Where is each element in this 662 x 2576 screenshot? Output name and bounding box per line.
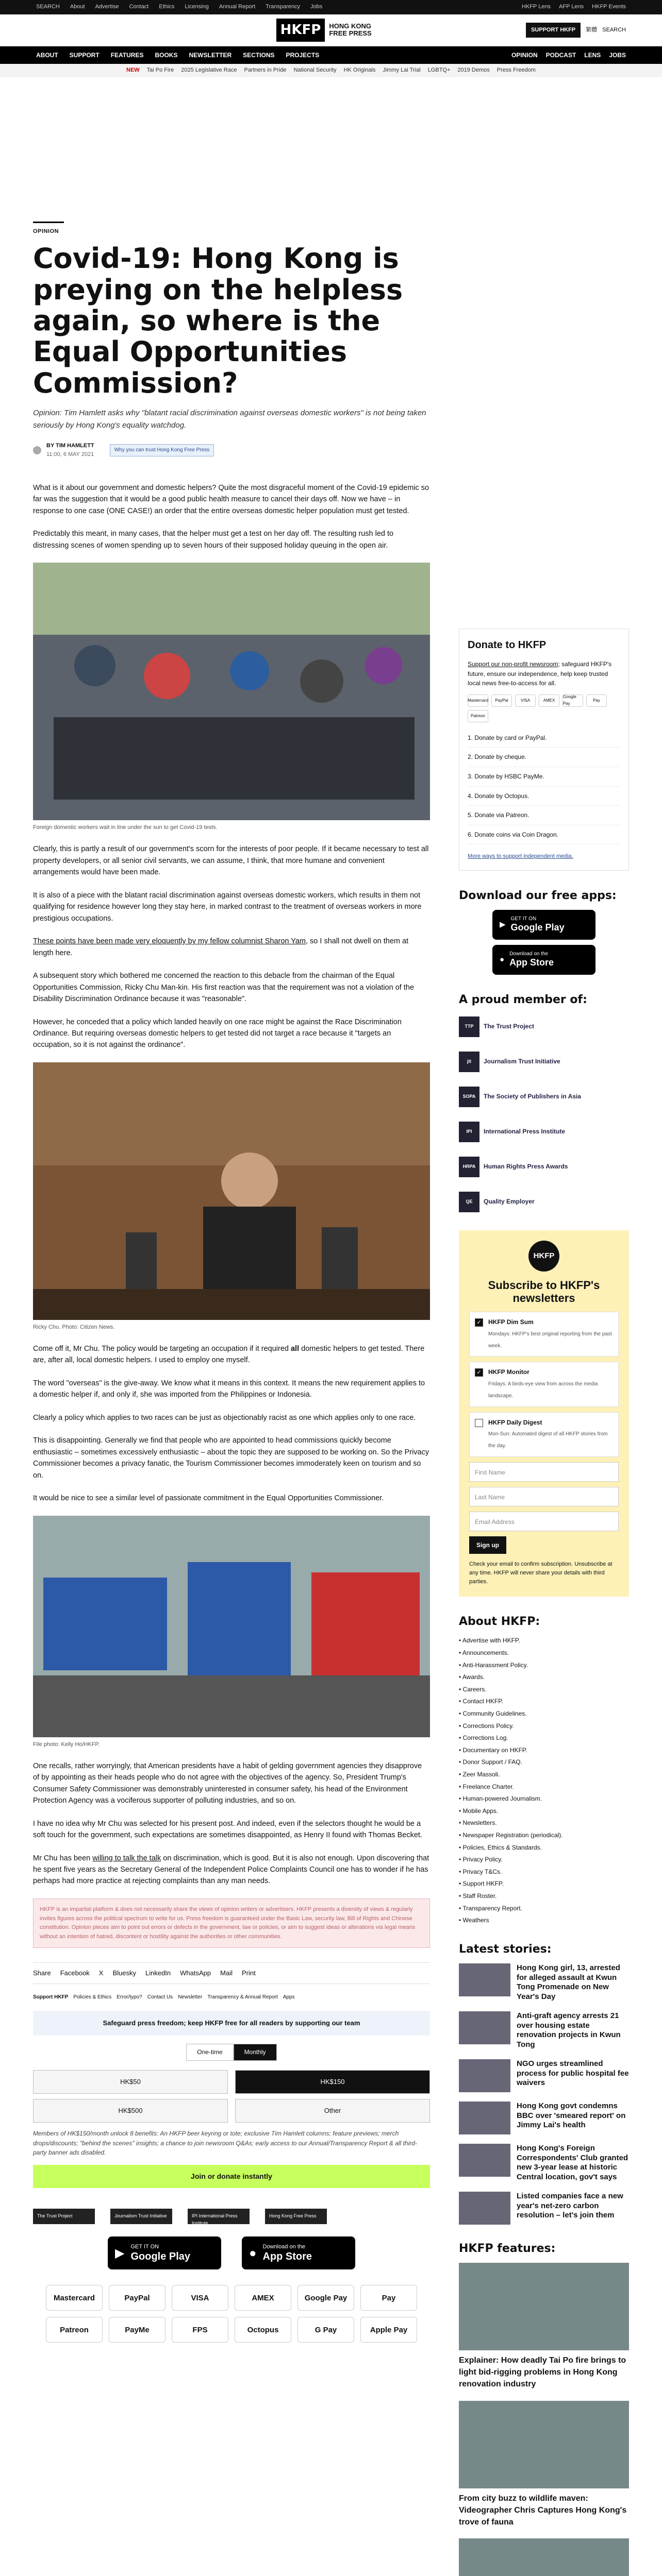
trend-link[interactable]: Jimmy Lai Trial <box>383 67 421 74</box>
newsletter-name: HKFP Dim Sum <box>488 1318 534 1326</box>
footer-link[interactable]: Error/typo? <box>117 1994 142 2001</box>
licensing-link[interactable]: Licensing <box>185 4 209 10</box>
trend-link[interactable]: National Security <box>293 67 337 74</box>
about-link[interactable]: • Mobile Apps. <box>459 1806 629 1816</box>
support-link[interactable]: Support our non-profit newsroom <box>468 660 558 668</box>
divider <box>33 222 64 223</box>
newsletter-desc: Mondays: HKFP's best original reporting from the past week. <box>488 1331 612 1349</box>
publish-date: 11:00, 6 MAY 2021 <box>46 451 94 457</box>
donation-pitch: Safeguard press freedom; keep HKFP free for all readers by supporting our team <box>33 2011 430 2036</box>
payment-logo: Pay <box>360 2285 417 2311</box>
about-link[interactable]: • Contact HKFP. <box>459 1697 629 1706</box>
footer-link[interactable]: Policies & Ethics <box>73 1994 112 2001</box>
trend-link[interactable]: LGBTQ+ <box>427 67 451 74</box>
footer-member-logos <box>33 2209 430 2224</box>
donate-method[interactable]: 1. Donate by card or PayPal. <box>468 728 620 748</box>
payment-logo: PayPal <box>109 2285 166 2311</box>
apple-icon: ● <box>249 2246 257 2260</box>
story-thumbnail <box>459 2102 510 2134</box>
byline <box>33 442 430 459</box>
newsletter-name: HKFP Monitor <box>488 1368 529 1376</box>
nav-projects[interactable]: PROJECTS <box>286 51 320 59</box>
first-name-field[interactable]: First Name <box>469 1462 619 1482</box>
afp-lens-link[interactable]: AFP Lens <box>559 4 584 10</box>
trend-link[interactable]: HK Originals <box>343 67 376 74</box>
trend-link[interactable]: Press Freedom <box>496 67 536 74</box>
payment-icon: PayPal <box>491 694 512 707</box>
footer-link[interactable]: Newsletter <box>178 1994 203 2001</box>
frequency-toggle <box>33 2044 430 2061</box>
trend-link[interactable]: 2025 Legislative Race <box>181 67 237 74</box>
trending-bar <box>0 64 662 77</box>
about-link[interactable]: • Documentary on HKFP. <box>459 1745 629 1755</box>
feature-story[interactable] <box>459 2538 629 2576</box>
member-logo[interactable] <box>459 1119 629 1145</box>
about-title: About HKFP: <box>459 1615 540 1629</box>
newsletter-option[interactable] <box>469 1412 619 1457</box>
payment-logo: G Pay <box>297 2317 354 2343</box>
footer-link[interactable]: Apps <box>283 1994 295 2001</box>
tier-option[interactable]: HK$150 <box>235 2070 430 2094</box>
trend-link[interactable]: Tai Po Fire <box>146 67 174 74</box>
jobs-link[interactable]: Jobs <box>310 4 323 10</box>
play-icon: ▶ <box>500 920 506 929</box>
queue-photo-illustration <box>33 563 430 820</box>
member-name: Journalism Trust Initiative <box>484 1058 560 1065</box>
donate-method[interactable]: 6. Donate coins via Coin Dragon. <box>468 825 620 845</box>
about-link[interactable]: • Advertise with HKFP. <box>459 1636 629 1646</box>
latest-story[interactable] <box>459 1963 629 2002</box>
advertise-link[interactable]: Advertise <box>95 4 119 10</box>
hkfp-events-link[interactable]: HKFP Events <box>592 4 626 10</box>
latest-story[interactable] <box>459 2102 629 2134</box>
share-whatsapp[interactable]: WhatsApp <box>180 1969 211 1977</box>
about-link[interactable]: • Support HKFP. <box>459 1879 629 1889</box>
feature-title: From city buzz to wildlife maven: Videographer Chris Captures Hong Kong's trove of fauna <box>459 2494 627 2527</box>
donate-box <box>459 629 629 871</box>
nav-newsletter[interactable]: NEWSLETTER <box>189 51 232 59</box>
member-logo[interactable] <box>459 1014 629 1040</box>
store-big: Google Play <box>130 2251 191 2263</box>
member-title: A proud member of: <box>459 993 587 1006</box>
hkfp-footer-logo[interactable]: Hong Kong Free Press <box>265 2209 327 2224</box>
press-conference-photo <box>33 1062 430 1320</box>
about-link[interactable]: • Corrections Policy. <box>459 1721 629 1731</box>
newsletter-name: HKFP Daily Digest <box>488 1418 542 1426</box>
logo-mark-icon: jti <box>459 1052 479 1072</box>
member-name: International Press Institute <box>484 1128 566 1136</box>
features-title: HKFP features: <box>459 2242 556 2255</box>
store-big: Google Play <box>510 922 565 933</box>
tier-option[interactable]: Other <box>235 2099 430 2123</box>
paragraph-text: , so I shall not dwell on them at length here. <box>33 937 409 957</box>
hkfp-lens-link[interactable]: HKFP Lens <box>522 4 551 10</box>
payment-logo: Apple Pay <box>360 2317 417 2343</box>
about-link[interactable]: • Freelance Charter. <box>459 1782 629 1792</box>
opinion-disclaimer: HKFP is an impartial platform & does not necessarily share the views of opinion writers or advertisers. HKFP presents a diversity of views & regularly invites figures across the political spectrum to write for us. Press freedom is guaranteed under the Basic Law, security law, Bill of Rights and Chinese constitution. Opinion pieces aim to point out errors or defects in the government, law or policies, or aim to suggest ideas or alterations via legal means without an intention of hatred, discontent or hostility against the authorities or other communities. <box>33 1899 430 1948</box>
about-link[interactable]: • Newspaper Registration (periodical). <box>459 1831 629 1840</box>
feature-title: Explainer: How deadly Tai Po fire brings to light bid-rigging problems in Hong Kong renovation industry <box>459 2355 626 2389</box>
about-link[interactable]: • Privacy T&Cs. <box>459 1867 629 1877</box>
ethics-link[interactable]: Ethics <box>159 4 175 10</box>
payment-logo: Mastercard <box>46 2285 103 2311</box>
inline-link[interactable]: willing to talk the talk <box>92 1854 161 1862</box>
newsletter-option[interactable] <box>469 1312 619 1357</box>
story-title: NGO urges streamlined process for public hospital fee waivers <box>517 2059 629 2088</box>
sidebar <box>459 629 629 2576</box>
store-small: GET IT ON <box>130 2243 159 2250</box>
google-play-button[interactable] <box>492 910 595 940</box>
paragraph: It is also of a piece with the blatant racial discrimination against overseas domestic workers, which results in them not qualifying for residence however long they stay here, in marked contrast to the treatment of overseas workers in more prestigious occupations. <box>33 891 422 923</box>
share-x[interactable]: X <box>98 1969 104 1977</box>
footer-link[interactable]: Support HKFP <box>33 1994 69 2001</box>
about-link[interactable]: • Newsletters. <box>459 1818 629 1828</box>
member-name: Quality Employer <box>484 1198 535 1206</box>
article-photo[interactable] <box>33 1062 430 1320</box>
about-link[interactable]: • Awards. <box>459 1672 629 1682</box>
story-title: Anti-graft agency arrests 21 over housing estate renovation projects in Kwun Tong <box>517 2011 621 2049</box>
nav-opinion[interactable]: OPINION <box>511 51 538 59</box>
payment-logo: VISA <box>172 2285 228 2311</box>
nav-sections[interactable]: SECTIONS <box>243 51 275 59</box>
about-link[interactable]: • Policies, Ethics & Standards. <box>459 1843 629 1853</box>
logo-mark-icon: SOPA <box>459 1087 479 1107</box>
member-logo[interactable] <box>459 1154 629 1180</box>
tier-option[interactable]: HK$500 <box>33 2099 228 2123</box>
latest-title: Latest stories: <box>459 1942 552 1956</box>
last-name-field[interactable]: Last Name <box>469 1487 619 1506</box>
logo-mark-icon: TTP <box>459 1016 479 1037</box>
article-photo[interactable] <box>33 1516 430 1737</box>
payment-icon: VISA <box>515 694 536 707</box>
member-name: The Trust Project <box>484 1023 535 1030</box>
paragraph: What is it about our government and domestic helpers? Quite the most disgraceful moment of the Covid-19 epidemic so far was the suggestion that it would be a good public health measure to cancel their days off. Now we have – in response to one case (ONE CASE!) an order that the entire overseas domestic helper population must get tested. <box>33 483 429 515</box>
payment-icon: Patreon <box>468 710 488 722</box>
about-link[interactable]: • Announcements. <box>459 1648 629 1658</box>
store-small: Download on the <box>262 2243 306 2250</box>
payment-logo: FPS <box>172 2317 228 2343</box>
top-utility-bar <box>0 0 662 14</box>
feature-image <box>459 2538 629 2576</box>
about-link[interactable]: • Zeer Massoli. <box>459 1770 629 1780</box>
search-link[interactable]: SEARCH <box>36 4 60 10</box>
member-logo[interactable] <box>459 1084 629 1110</box>
payment-logo: Patreon <box>46 2317 103 2343</box>
paragraph: A subsequent story which bothered me concerned the reaction to this debacle from the chairman of the Equal Opportunities Commission, Ricky Chu Man-kin. His first reaction was that the requirement was not a violation of the Disability Discrimination Ordinance because it was "reasonable". <box>33 972 415 1004</box>
app-store-button[interactable] <box>492 945 595 975</box>
paragraph: Predictably this meant, in many cases, that the helper must get a test on her day off. The resulting rush led to distressing scenes of women spending up to seven hours of their supposed holiday queuing in the open air. <box>33 530 394 550</box>
story-title: Hong Kong girl, 13, arrested for alleged assault at Kwun Tong Promenade on New Year's Day <box>517 1963 620 2002</box>
member-logo[interactable] <box>459 1189 629 1215</box>
store-small: GET IT ON <box>510 916 537 922</box>
masthead <box>0 14 662 46</box>
newsletter-title: Subscribe to HKFP's newsletters <box>488 1278 600 1305</box>
apple-icon: ● <box>500 955 505 964</box>
nav-podcast[interactable]: PODCAST <box>545 51 576 59</box>
nav-about[interactable]: ABOUT <box>36 51 58 59</box>
join-button[interactable]: Join or donate instantly <box>33 2165 430 2189</box>
paragraph-text: on discrimination, which is good. But it is also not enough. Upon discovering that he spent five years as the Secretary General of the Independent Police Complaints Council one has to wonder if he has perhaps had more practice at rejecting complaints than any man needs. <box>33 1854 429 1886</box>
story-thumbnail <box>459 2011 510 2044</box>
signup-button[interactable]: Sign up <box>469 1536 506 1554</box>
about-link[interactable]: • Staff Roster. <box>459 1891 629 1901</box>
monthly-option[interactable]: Monthly <box>234 2044 277 2061</box>
feature-image <box>459 2263 629 2350</box>
author-avatar <box>33 446 41 454</box>
article <box>33 222 430 2343</box>
latest-story[interactable] <box>459 2144 629 2182</box>
new-badge: NEW <box>126 67 140 74</box>
story-title: Hong Kong govt condemns BBC over 'smeared report' on Jimmy Lai's health <box>517 2101 626 2130</box>
donate-text <box>468 659 620 688</box>
about-link[interactable]: • Careers. <box>459 1685 629 1694</box>
feature-image <box>459 2401 629 2488</box>
donation-tiers <box>33 2070 430 2123</box>
paragraph: The word "overseas" is the give-away. We know what it means in this context. It means the new requirement applies to a domestic helper if, and only if, she was imported from the Philippines or Indonesia. <box>33 1379 425 1399</box>
site-logo[interactable] <box>276 19 386 41</box>
share-bluesky[interactable]: Bluesky <box>112 1969 136 1977</box>
share-mail[interactable]: Mail <box>220 1969 233 1977</box>
app-store-links <box>33 2236 430 2269</box>
one-time-option[interactable]: One-time <box>186 2044 233 2061</box>
newsletter-option[interactable] <box>469 1362 619 1406</box>
nav-jobs[interactable]: JOBS <box>609 51 626 59</box>
payment-icon: Google Pay <box>562 694 583 707</box>
ipi-logo[interactable]: IPI International Press Institute <box>188 2209 250 2224</box>
emphasis: all <box>290 1344 300 1353</box>
share-facebook[interactable]: Facebook <box>60 1969 90 1977</box>
protest-photo <box>33 1516 430 1737</box>
store-big: App Store <box>509 957 554 968</box>
photo-caption: File photo: Kelly Ho/HKFP. <box>33 1741 100 1748</box>
app-store-button[interactable] <box>242 2236 355 2269</box>
store-small: Download on the <box>509 951 549 957</box>
about-link[interactable]: • Donor Support / FAQ. <box>459 1757 629 1767</box>
apps-title: Download our free apps: <box>459 889 617 902</box>
about-list <box>459 1636 629 1925</box>
donate-text-rest: ; safeguard HKFP's future, ensure our independence, help keep trusted local news free-to-access for all. <box>468 660 612 687</box>
donate-method[interactable]: 5. Donate via Patreon. <box>468 806 620 825</box>
paragraph-text: Come off it, Mr Chu. The policy would be targeting an occupation if it required <box>33 1344 291 1353</box>
logo-mark-icon: HRPA <box>459 1157 479 1177</box>
photo-caption: Foreign domestic workers wait in line under the sun to get Covid-19 tests. <box>33 824 218 831</box>
hkfp-badge: HKFP <box>528 1241 559 1272</box>
newsletter-desc: Mon-Sun: Automated digest of all HKFP stories from the day. <box>488 1431 608 1449</box>
logo-mark-icon: QE <box>459 1192 479 1212</box>
story-title: Listed companies face a new year's net-zero carbon resolution – let's join them <box>517 2191 623 2220</box>
payment-logo: Google Pay <box>297 2285 354 2311</box>
about-link[interactable]: • Human-powered Journalism. <box>459 1794 629 1804</box>
more-ways-link[interactable]: More ways to support independent media. <box>468 853 573 860</box>
store-big: App Store <box>262 2251 312 2263</box>
story-thumbnail <box>459 2059 510 2092</box>
checkbox[interactable]: ✓ <box>475 1318 483 1327</box>
paragraph <box>33 936 430 959</box>
trust-project-logo[interactable]: The Trust Project <box>33 2209 95 2224</box>
logo-name: HONG KONG FREE PRESS <box>329 22 372 38</box>
member-name: The Society of Publishers in Asia <box>484 1093 581 1100</box>
newsletter-box <box>459 1230 629 1597</box>
paragraph: Clearly a policy which applies to two races can be just as objectionably racist as one which applies only to one race. <box>33 1413 416 1422</box>
author-name[interactable]: BY TIM HAMLETT <box>46 442 94 449</box>
about-link[interactable]: About <box>70 4 85 10</box>
masthead-search-link[interactable]: SEARCH <box>602 26 626 33</box>
jti-logo[interactable]: Journalism Trust Initiative <box>110 2209 172 2224</box>
logo-mark: HKFP <box>276 19 325 41</box>
paragraph-text: Mr Chu has been <box>33 1854 93 1862</box>
about-link[interactable]: • Community Guidelines. <box>459 1709 629 1719</box>
payment-methods <box>33 2285 430 2343</box>
about-link[interactable]: • Weathers <box>459 1916 629 1925</box>
paragraph: I have no idea why Mr Chu was selected for his present post. And indeed, even if the selectors thought he would be a soft touch for the government, such expectations are sometimes disappointed, as Henry II found with Thomas Becket. <box>33 1819 422 1840</box>
trend-link[interactable]: Partners in Pride <box>244 67 287 74</box>
email-field[interactable]: Email Address <box>469 1512 619 1531</box>
play-icon: ▶ <box>115 2246 125 2260</box>
share-linkedin[interactable]: LinkedIn <box>145 1969 171 1977</box>
latest-story[interactable] <box>459 2192 629 2225</box>
trend-link[interactable]: 2019 Demos <box>457 67 490 74</box>
feature-story[interactable] <box>459 2263 629 2391</box>
main-nav <box>0 46 662 64</box>
nav-support[interactable]: SUPPORT <box>69 51 100 59</box>
payment-icons <box>468 694 620 722</box>
inline-link[interactable]: These points have been made very eloquently by my fellow columnist Sharon Yam <box>33 937 306 946</box>
article-photo[interactable] <box>33 563 430 820</box>
donate-methods <box>468 728 620 845</box>
about-link[interactable]: • Privacy Policy. <box>459 1855 629 1865</box>
payment-logo: AMEX <box>235 2285 291 2311</box>
payment-logo: PayMe <box>109 2317 166 2343</box>
donate-method[interactable]: 4. Donate by Octopus. <box>468 787 620 806</box>
paragraph-text: domestic helpers to get tested. There are, after all, local domestic helpers. I used to employ one myself. <box>33 1344 425 1365</box>
about-link[interactable]: • Transparency Report. <box>459 1904 629 1913</box>
tier-option[interactable]: HK$50 <box>33 2070 228 2094</box>
trust-badge[interactable]: Why you can trust Hong Kong Free Press <box>110 444 214 456</box>
nav-books[interactable]: BOOKS <box>155 51 178 59</box>
checkbox[interactable]: ✓ <box>475 1368 483 1377</box>
payment-icon: AMEX <box>539 694 559 707</box>
checkbox[interactable] <box>475 1419 483 1427</box>
member-name: Human Rights Press Awards <box>484 1163 568 1171</box>
story-thumbnail <box>459 2144 510 2177</box>
footer-link[interactable]: Contact Us <box>147 1994 173 2001</box>
share-bar <box>33 1962 430 1984</box>
support-hkfp-button[interactable]: SUPPORT HKFP <box>526 23 581 38</box>
nav-features[interactable]: FEATURES <box>110 51 144 59</box>
paragraph <box>33 1343 430 1366</box>
feature-story[interactable] <box>459 2401 629 2529</box>
latest-story[interactable] <box>459 2011 629 2050</box>
latest-story[interactable] <box>459 2059 629 2092</box>
category-label[interactable]: OPINION <box>33 228 59 234</box>
paragraph: Clearly, this is partly a result of our government's scorn for the interests of poor people. If it became necessary to test all property developers, or all senior civil servants, we can assume, I think, that more humane and convenient arrangements would have been made. <box>33 845 429 877</box>
footer-link[interactable]: Transparency & Annual Report <box>207 1994 278 2001</box>
language-toggle[interactable]: 繁體 <box>586 26 598 33</box>
paragraph: One recalls, rather worryingly, that American presidents have a habit of gelding government agencies they disapprove of by appointing as their heads people who do not agree with the objectives of the agency. So, President Trump's Consumer Safety Commissioner was demonstrably uninterested in consumer safety, his head of the Environment Protection Agency was a vociferous supporter of polluting industries, and so on. <box>33 1761 422 1805</box>
about-link[interactable]: • Anti-Harassment Policy. <box>459 1660 629 1670</box>
newsletter-desc: Fridays: A birds-eye view from across the media landscape. <box>488 1381 598 1399</box>
donate-title: Donate to HKFP <box>468 639 547 651</box>
share-print[interactable]: Print <box>241 1969 256 1977</box>
paragraph: However, he conceded that a policy which landed heavily on one race might be against the Race Discrimination Ordinance. But requiring overseas domestic helpers to get tested did not target a race because it "targets an occupation, so it is not against the ordinance". <box>33 1018 402 1049</box>
paragraph <box>33 1853 430 1887</box>
annual-report-link[interactable]: Annual Report <box>219 4 256 10</box>
contact-link[interactable]: Contact <box>129 4 149 10</box>
newsletter-note: Check your email to confirm subscription. Unsubscribe at any time. HKFP will never share your details with third parties. <box>469 1561 613 1585</box>
google-play-button[interactable] <box>108 2236 221 2269</box>
payment-icon: Pay <box>586 694 607 707</box>
story-title: Hong Kong's Foreign Correspondents' Club granted new 3-year lease at historic Central location, gov't says <box>517 2143 628 2182</box>
story-thumbnail <box>459 2192 510 2225</box>
standfirst: Opinion: Tim Hamlett asks why "blatant racial discrimination against overseas domestic workers" is not being taken seriously by Hong Kong's equality watchdog. <box>33 409 426 430</box>
nav-lens[interactable]: LENS <box>584 51 601 59</box>
story-thumbnail <box>459 1963 510 1996</box>
payment-icon: Mastercard <box>468 694 488 707</box>
logo-mark-icon: IPI <box>459 1122 479 1142</box>
member-logo[interactable] <box>459 1049 629 1075</box>
photo-caption: Ricky Chu. Photo: Citizen News. <box>33 1324 115 1330</box>
article-title: Covid-19: Hong Kong is preying on the helpless again, so where is the Equal Opportunities Commission? <box>33 242 403 399</box>
share-label: Share <box>33 1969 51 1977</box>
membership-benefits: Members of HK$150/month unlock 8 benefits: An HKFP beer keyring or tote; exclusive Tim Hamlett columns; feature previews; merch drops/discounts; "behind the scenes" insights; a chance to join newsroom Q&As; early access to our Annual/Transparency Report & all third-party banner ads disabled. <box>33 2129 417 2157</box>
paragraph: It would be nice to see a similar level of passionate commitment in the Equal Opportunities Commissioner. <box>33 1494 384 1503</box>
about-link[interactable]: • Corrections Log. <box>459 1733 629 1743</box>
donate-method[interactable]: 3. Donate by HSBC PayMe. <box>468 767 620 787</box>
payment-logo: Octopus <box>235 2317 291 2343</box>
donate-method[interactable]: 2. Donate by cheque. <box>468 748 620 767</box>
article-footer-links <box>33 1993 430 2002</box>
transparency-link[interactable]: Transparency <box>266 4 300 10</box>
paragraph: This is disappointing. Generally we find that people who are appointed to head commissions quickly become enthusiastic – sometimes excessively enthusiastic – about the topic they are supposed to be working on. So the Privacy Commissioner becomes a privacy fanatic, the Tourism Commissioner becomes immoderately keen on tourism and so on. <box>33 1436 429 1480</box>
